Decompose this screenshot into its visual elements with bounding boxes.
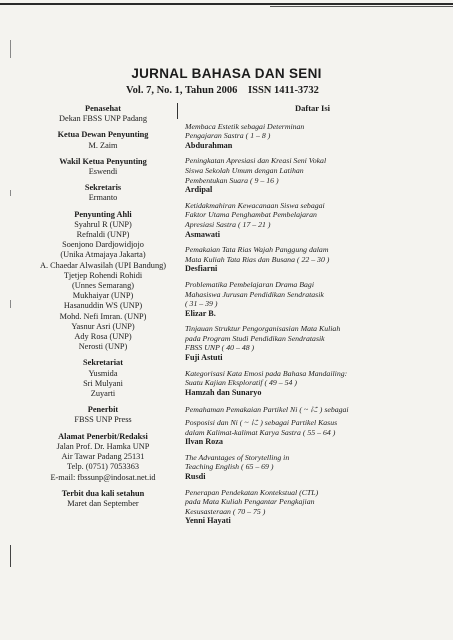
toc-entry-author: Hamzah dan Sunaryo [185,387,262,397]
toc-entry [185,122,440,151]
toc-title-line: Pemahaman Pemakaian Partikel Ni ( ~ に ) sebagai [185,405,349,415]
masthead-line: M. Zaim [88,140,118,150]
toc-title-line: pada Mata Kuliah Pengantar Pengkajian [185,497,315,507]
toc-entry-author: Abdurahman [185,140,233,150]
toc-title-line: Pembentukan Suara ( 9 – 16 ) [185,175,279,185]
masthead-heading: Wakil Ketua Penyunting [59,156,147,166]
toc-title-line: pada Program Studi Pendidikan Sendratasik [185,333,325,343]
toc-entry-author: Elizar B. [185,308,216,318]
masthead-line: Soenjono Dardjowidjojo [62,240,144,250]
toc-entry-title [185,324,440,353]
masthead-line: FBSS UNP Press [74,415,132,425]
masthead-line: (Unnes Semarang) [72,281,134,291]
toc-title-line: Penerapan Pendekatan Kontekstual (CTL) [185,487,319,497]
masthead-line: Dekan FBSS UNP Padang [59,114,147,124]
masthead-line: Sri Mulyani [83,378,123,388]
masthead-line: Maret dan September [67,498,139,508]
masthead-line: Jalan Prof. Dr. Hamka UNP [56,441,150,451]
toc-entry [185,453,440,482]
toc-title-line: Problematika Pembelajaran Drama Bagi [185,279,314,289]
toc-entry [185,324,440,362]
toc-entry-author: Desfiarni [185,264,218,274]
toc-entry-title [185,280,440,309]
toc-entry [185,201,440,239]
toc-title-line: dalam Kalimat-kalimat Karya Sastra ( 55 – 64 ) [185,427,336,437]
masthead-line: Mohd. Nefi Imran. (UNP) [59,311,147,321]
top-border-line-secondary [270,6,453,7]
toc-title-line: Ketidakmahiran Kewacanaan Siswa sebagai [185,200,325,210]
toc-entry-author: Fuji Astuti [185,353,223,363]
toc-entry-author: Ilvan Roza [185,437,223,447]
masthead-heading: Penerbit [87,405,119,415]
volume-info: Vol. 7, No. 1, Tahun 2006 [126,85,238,96]
toc-entry-title [185,369,440,388]
journal-title: JURNAL BAHASA DAN SENI [131,66,322,81]
toc-title-line: Pemakaian Tata Rias Wajah Panggung dalam [185,245,329,255]
toc-entry-author: Asmawati [185,229,221,239]
toc-entry-title [185,245,440,264]
masthead-line: Ermanto [88,193,118,203]
toc-title-line: Siswa Sekolah Umum dengan Latihan [185,165,304,175]
masthead-column [28,104,178,509]
toc-entry-title [185,488,440,517]
toc-entry-author: Ardipal [185,185,213,195]
toc-title-line: Kesusasteraan ( 70 – 75 ) [185,506,266,516]
toc-entry-author: Yenni Hayati [185,516,231,526]
toc-title-line: Teaching English ( 65 – 69 ) [185,462,274,472]
toc-title-line: Suatu Kajian Eksploratif ( 49 – 54 ) [185,378,297,388]
toc-entry [185,418,440,447]
toc-title-line: Tinjauan Struktur Pengorganisasian Mata Kuliah [185,324,341,334]
toc-list [185,122,440,526]
masthead-heading: Sekretariat [83,358,123,368]
masthead-line: Mukhaiyar (UNP) [72,291,134,301]
scan-mark [10,40,11,58]
toc-title-line: Faktor Utama Penghambat Pembelajaran [185,210,317,220]
scan-mark [10,190,11,196]
masthead-heading: Ketua Dewan Penyunting [57,130,149,140]
masthead-line: Syahrul R (UNP) [74,219,132,229]
toc-title-line: Pengajaran Sastra ( 1 – 8 ) [185,131,271,141]
masthead-line: A. Chaedar Alwasilah (UPI Bandung) [39,260,167,270]
masthead-line: Nerosti (UNP) [78,342,128,352]
masthead-line: Telp. (0751) 7053363 [66,462,139,472]
toc-entry-title [185,122,440,141]
toc-entry [185,488,440,526]
masthead-line: Zuyarti [90,389,116,399]
masthead-line: (Unika Atmajaya Jakarta) [60,250,146,260]
toc-title-line: Membaca Estetik sebagai Determinan [185,121,305,131]
scan-mark [10,300,11,308]
masthead-line: Eswendi [88,167,118,177]
toc-entry [185,280,440,318]
masthead-line: Refnaldi (UNP) [76,230,130,240]
toc-entry-title [185,156,440,185]
masthead-line: Air Tawar Padang 25131 [61,452,145,462]
toc-entry-author: Rusdi [185,472,206,481]
toc-title-line: Kategorisasi Kata Emosi pada Bahasa Mandailing: [185,368,348,378]
toc-title-line: Peningkatan Apresiasi dan Kreasi Seni Vokal [185,156,327,166]
toc-entry [185,245,440,274]
toc-title-line: The Advantages of Storytelling in [185,452,290,462]
masthead-line: Ady Rosa (UNP) [74,332,132,342]
toc-entry-title [185,201,440,230]
toc-entry-title [185,418,440,437]
scan-mark [10,545,11,567]
masthead-heading: Penasehat [85,104,121,113]
toc-title-line: Apresiasi Sastra ( 17 – 21 ) [185,219,271,229]
toc-title-line: Mata Kuliah Tata Rias dan Busana ( 22 – 30 ) [185,254,330,264]
toc-title-line: FBSS UNP ( 40 – 48 ) [185,343,255,353]
masthead-line: Hasanuddin WS (UNP) [63,301,143,311]
masthead-line: Yasnur Asri (UNP) [71,321,135,331]
masthead-line: Tjetjep Rohendi Rohidi [63,270,143,280]
table-of-contents [185,104,440,532]
masthead-line: Yusmida [88,368,118,378]
masthead-heading: Alamat Penerbit/Redaksi [58,431,148,441]
toc-heading: Daftar Isi [294,103,331,113]
masthead-heading: Terbit dua kali setahun [61,488,145,498]
top-border-line [0,3,453,5]
toc-entry-title [185,453,440,472]
toc-title-line: Mahasiswa Jurusan Pendidikan Sendratasik [185,289,324,299]
toc-entry-title [185,405,440,415]
journal-subtitle [0,85,453,96]
toc-entry [185,369,440,398]
toc-title-line: ( 31 – 39 ) [185,299,218,309]
toc-title-line: Posposisi dan Ni ( ~ に ) sebagai Partikel Kasus [185,418,338,428]
masthead-heading: Sekretaris [84,183,122,193]
issn: ISSN 1411-3732 [248,85,319,96]
toc-entry [185,405,440,415]
masthead-heading: Penyunting Ahli [74,209,132,219]
masthead-line: E-mail: fbssunp@indosat.net.id [50,472,156,482]
toc-entry [185,156,440,194]
